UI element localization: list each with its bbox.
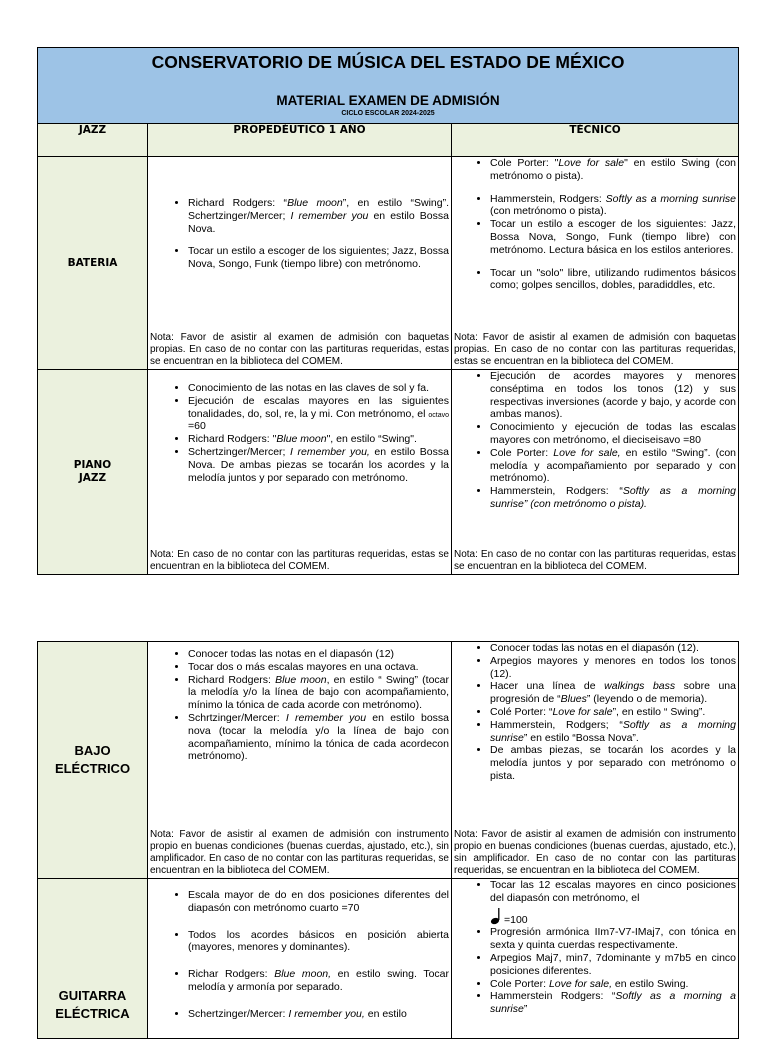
bajo-prop-note: Nota: Favor de asistir al examen de admisión con instrumento propio en buenas condiciones (buenas cuerdas, ajustado, etc.), sin amplificador. En caso de no contar con las partituras requeridas, se encuentran en la biblioteca del COMEM.: [150, 829, 449, 876]
bajo-technical-cell: [452, 642, 739, 879]
list-item: • Escala mayor de do en dos posiciones diferentes del diapasón con metrónomo cuarto =70: [188, 889, 449, 915]
list-item: • Progresión armónica IIm7-V7-IMaj7, con tónica en sexta y quinta cuerdas respectivamente.: [490, 926, 736, 952]
bajo-propedeutic-cell: [148, 642, 452, 879]
list-item: • Arpegios Maj7, min7, 7dominante y m7b5 en cinco posiciones diferentes.: [490, 952, 736, 978]
column-header-propedeutic: PROPEDÉUTICO 1 AÑO: [148, 124, 452, 157]
list-item: • Tocar un estilo a escoger de los siguientes: Jazz, Bossa Nova, Songo, Funk (tiempo libre) con metrónomo. Lectura básica en los estilos anteriores.: [490, 218, 736, 256]
section-label-bateria: BATERIA: [38, 157, 148, 370]
list-item: • Conocer todas las notas en el diapasón (12): [188, 648, 449, 661]
list-item: • Schertzinger/Mercer; I remember you, en estilo Bossa Nova. De ambas piezas se tocarán los acordes y la melodía juntos y por separado con metrónomo.: [188, 446, 449, 484]
row-bateria: [38, 157, 739, 370]
bajo-prop-list: [150, 648, 449, 763]
document-title: MATERIAL EXAMEN DE ADMISIÓN: [276, 93, 500, 109]
tempo-value: =100: [504, 913, 528, 926]
list-item: • Hammerstein Rodgers: “Softly as a morning a sunrise”: [490, 990, 736, 1016]
list-item: • Tocar dos o más escalas mayores en una octava.: [188, 661, 449, 674]
column-header-technical: TÉCNICO: [452, 124, 739, 157]
list-item: • Cole Porter: Love for sale, en estilo “Swing”. (con melodía y acompañamiento por separado y con metrónomo).: [490, 447, 736, 485]
octavo-label: octavo: [428, 411, 449, 419]
school-cycle: CICLO ESCOLAR 2024-2025: [341, 109, 435, 117]
bateria-prop-note: Nota: Favor de asistir al examen de admisión con baquetas propias. En caso de no contar con las partituras requeridas, estas se encuentran en la biblioteca del COMEM.: [150, 332, 449, 367]
list-item: • Richar Rodgers: Blue moon, en estilo swing. Tocar melodía y armonía por separado.: [188, 968, 449, 994]
list-item: • Arpegios mayores y menores en todos los tonos (12).: [490, 655, 736, 681]
list-item: • Hacer una línea de walkings bass sobre una progresión de “Blues” (leyendo o de memoria).: [490, 680, 736, 706]
list-item: • Hammerstein, Rodgers; “Softly as a morning sunrise” en estilo “Bossa Nova”.: [490, 719, 736, 745]
list-item: • Richard Rodgers: "Blue moon", en estilo “Swing".: [188, 433, 449, 446]
list-item: • Tocar un estilo a escoger de los siguientes; Jazz, Bossa Nova, Songo, Funk (tiempo libre) con metrónomo.: [188, 245, 449, 271]
list-item: • Tocar un "solo" libre, utilizando rudimentos básicos como; golpes sencillos, dobles, paradiddles, etc.: [490, 267, 736, 293]
piano-propedeutic-cell: [148, 370, 452, 575]
row-piano-jazz: [38, 370, 739, 575]
bateria-technical-cell: [452, 157, 739, 370]
piano-technical-cell: [452, 370, 739, 575]
list-item: • Todos los acordes básicos en posición abierta (mayores, menores y dominantes).: [188, 929, 449, 955]
quarter-note-icon: [490, 907, 504, 925]
piano-tec-note: Nota: En caso de no contar con las partituras requeridas, estas se encuentran en la biblioteca del COMEM.: [454, 549, 737, 572]
bateria-prop-list: [150, 197, 449, 271]
row-guitarra-electrica: [38, 879, 739, 1039]
admission-table-bottom: [37, 641, 739, 1039]
list-item: • Schertzinger/Mercer: I remember you, en estilo: [188, 1008, 449, 1021]
bajo-tec-list: [454, 642, 736, 783]
list-item: • Conocer todas las notas en el diapasón (12).: [490, 642, 736, 655]
list-item: • Cole Porter: "Love for sale" en estilo Swing (con metrónomo o pista).: [490, 157, 736, 183]
piano-prop-note: Nota: En caso de no contar con las partituras requeridas, estas se encuentran en la biblioteca del COMEM.: [150, 549, 449, 572]
column-header-area: JAZZ: [38, 124, 148, 157]
guitarra-technical-cell: [452, 879, 739, 1039]
bateria-tec-list: [454, 157, 736, 292]
tempo-marking: [490, 907, 736, 927]
guitarra-tec-list: [454, 879, 736, 1016]
list-item: • Hammerstein, Rodgers: “Softly as a morning sunrise” (con metrónomo o pista).: [490, 485, 736, 511]
row-bajo-electrico: [38, 642, 739, 879]
title-block: [38, 48, 739, 124]
bajo-tec-note: Nota: Favor de asistir al examen de admisión con instrumento propio en buenas condiciones (buenas cuerdas, ajustado, etc.), sin amplificador. En caso de no contar con las partituras requeridas, se encuentran en la biblioteca del COMEM.: [454, 829, 736, 876]
list-item: • Conocimiento de las notas en las claves de sol y fa.: [188, 382, 449, 395]
list-item: • Ejecución de acordes mayores y menores conséptima en todos los tonos (12) y sus respectivas inversiones (acorde y bajo, y acorde con ambas manos).: [490, 370, 736, 421]
bateria-propedeutic-cell: [148, 157, 452, 370]
list-item: • Colé Porter: “Love for sale”, en estilo “ Swing”.: [490, 706, 736, 719]
list-item: • Richard Rodgers: Blue moon, en estilo “ Swing” (tocar la melodía y/o la línea de bajo con acompañamiento, mínimo la tónica de cada acorde con metrónomo).: [188, 674, 449, 712]
list-item: • Ejecución de escalas mayores en las siguientes tonalidades, do, sol, re, la y mi. Con metrónomo, el octavo =60: [188, 395, 449, 433]
guitarra-propedeutic-cell: [148, 879, 452, 1039]
list-item: • Richard Rodgers: “Blue moon”, en estilo “Swing”. Schertzinger/Mercer; I remember you en estilo Bossa Nova.: [188, 197, 449, 235]
piano-prop-list: [150, 382, 449, 484]
list-item: • Conocimiento y ejecución de todas las escalas mayores con metrónomo, el dieciseisavo =80: [490, 421, 736, 447]
list-item: • Cole Porter: Love for sale, en estilo Swing.: [490, 978, 736, 991]
list-item: • De ambas piezas, se tocarán los acordes y la melodía juntos y por separado con metrónomo o pista.: [490, 744, 736, 782]
section-label-guitarra-electrica: GUITARRA ELÉCTRICA: [38, 879, 148, 1039]
admission-table-top: [37, 47, 739, 575]
list-item: • Schrtzinger/Mercer: I remember you en estilo bossa nova (tocar la melodía y/o la línea de bajo con acompañamiento, mínimo la tónica de cada acordecon metrónomo).: [188, 712, 449, 763]
guitarra-prop-list: [150, 889, 449, 1021]
list-item: • Tocar las 12 escalas mayores en cinco posiciones del diapasón con metrónomo, el =100: [490, 879, 736, 926]
section-label-piano-jazz: PIANO JAZZ: [38, 370, 148, 575]
institution-title: CONSERVATORIO DE MÚSICA DEL ESTADO DE MÉXICO: [151, 52, 625, 72]
list-item: • Hammerstein, Rodgers: Softly as a morning sunrise (con metrónomo o pista).: [490, 193, 736, 219]
section-label-bajo-electrico: BAJO ELÉCTRICO: [38, 642, 148, 879]
bateria-tec-note: Nota: Favor de asistir al examen de admisión con baquetas propias. En caso de no contar con las partituras requeridas, estas se encuentran en la biblioteca del COMEM.: [454, 332, 737, 367]
octavo-value: =60: [188, 420, 206, 433]
piano-tec-list: [454, 370, 736, 511]
